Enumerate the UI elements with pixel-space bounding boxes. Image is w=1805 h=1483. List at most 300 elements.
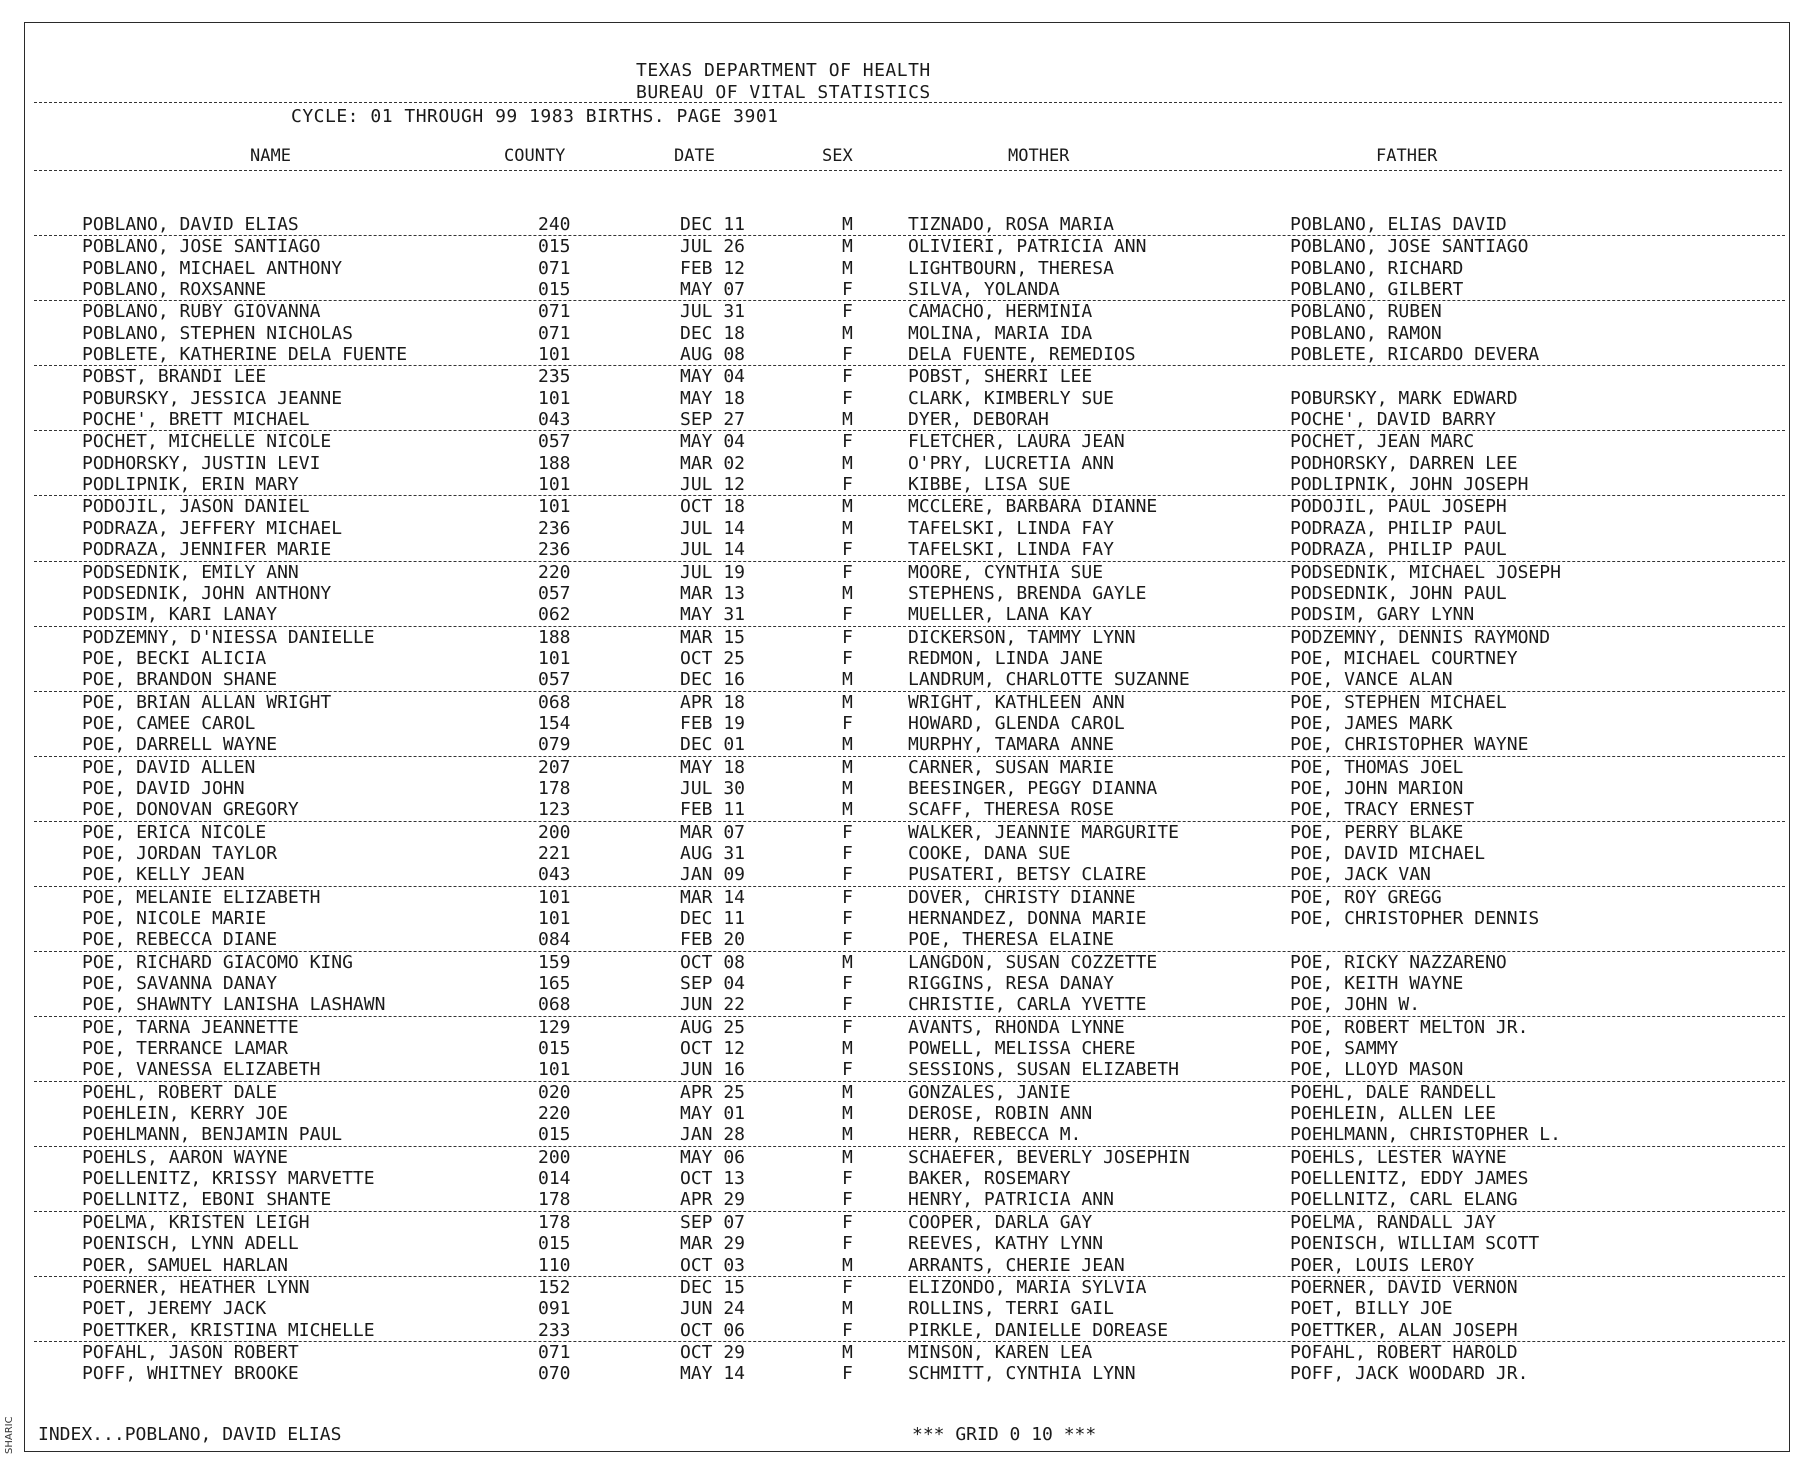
cell-mother: RIGGINS, RESA DANAY: [908, 973, 1114, 995]
cell-date: JUL 14: [680, 517, 746, 539]
cell-father: POE, DAVID MICHAEL: [1290, 842, 1486, 864]
cell-father: POE, KEITH WAYNE: [1290, 973, 1464, 995]
cell-mother: BAKER, ROSEMARY: [908, 1168, 1071, 1190]
cell-mother: SESSIONS, SUSAN ELIZABETH: [908, 1059, 1179, 1081]
cell-father: POBLANO, ELIAS DAVID: [1290, 214, 1507, 235]
table-row: [34, 344, 1785, 366]
table-row: [0, 236, 1805, 257]
cell-father: POFF, JACK WOODARD JR.: [1290, 1363, 1529, 1385]
table-row: [34, 994, 1785, 1016]
cell-county: 101: [538, 474, 571, 496]
cell-mother: DOVER, CHRISTY DIANNE: [908, 886, 1136, 908]
cell-sex: M: [842, 1298, 853, 1320]
cell-mother: MURPHY, TAMARA ANNE: [908, 734, 1114, 756]
cell-father: POE, JOHN W.: [1290, 994, 1421, 1016]
cell-mother: DELA FUENTE, REMEDIOS: [908, 344, 1136, 366]
cell-county: 071: [538, 257, 571, 279]
cell-sex: F: [842, 1059, 853, 1081]
cell-sex: M: [842, 1103, 853, 1125]
table-row: [0, 1147, 1805, 1168]
cell-father: POE, PERRY BLAKE: [1290, 821, 1464, 843]
cell-date: DEC 11: [680, 908, 746, 929]
cell-county: 178: [538, 777, 571, 799]
cell-county: 068: [538, 691, 571, 713]
cell-father: POE, VANCE ALAN: [1290, 669, 1453, 691]
cell-sex: M: [842, 1341, 853, 1363]
cell-mother: LANDRUM, CHARLOTTE SUZANNE: [908, 669, 1190, 691]
cell-date: JAN 09: [680, 864, 746, 886]
cell-sex: F: [842, 1276, 853, 1298]
table-row: [0, 1363, 1805, 1384]
cell-date: AUG 31: [680, 842, 746, 864]
cell-father: PODHORSKY, DARREN LEE: [1290, 452, 1518, 474]
cell-county: 152: [538, 1276, 571, 1298]
cell-date: DEC 18: [680, 322, 746, 344]
cell-county: 221: [538, 842, 571, 864]
cell-father: POE, RICKY NAZZARENO: [1290, 951, 1507, 973]
cell-name: POBLANO, STEPHEN NICHOLAS: [82, 322, 353, 344]
cell-county: 101: [538, 387, 571, 409]
cell-date: SEP 27: [680, 409, 746, 431]
cell-father: PODOJIL, PAUL JOSEPH: [1290, 496, 1507, 518]
cell-sex: F: [842, 712, 853, 734]
cell-father: POETTKER, ALAN JOSEPH: [1290, 1319, 1518, 1341]
cell-mother: MINSON, KAREN LEA: [908, 1341, 1093, 1363]
cell-name: PODHORSKY, JUSTIN LEVI: [82, 452, 321, 474]
cell-father: POBLANO, GILBERT: [1290, 279, 1464, 301]
table-row: [34, 1059, 1785, 1081]
cell-mother: GONZALES, JANIE: [908, 1081, 1071, 1103]
cell-mother: TAFELSKI, LINDA FAY: [908, 539, 1114, 561]
cell-county: 220: [538, 561, 571, 583]
cell-county: 057: [538, 669, 571, 691]
cell-county: 101: [538, 908, 571, 929]
table-row: [34, 1124, 1785, 1146]
cell-date: SEP 07: [680, 1211, 746, 1233]
cell-mother: DEROSE, ROBIN ANN: [908, 1103, 1093, 1125]
cell-name: PODRAZA, JENNIFER MARIE: [82, 539, 332, 561]
table-row: [0, 388, 1805, 409]
table-row: [34, 539, 1785, 561]
table-row: [34, 279, 1785, 301]
cell-date: MAR 29: [680, 1233, 746, 1255]
cell-date: DEC 15: [680, 1276, 746, 1298]
cell-mother: HENRY, PATRICIA ANN: [908, 1189, 1114, 1211]
table-row: [34, 214, 1785, 236]
cell-county: 057: [538, 431, 571, 453]
cell-mother: MCCLERE, BARBARA DIANNE: [908, 496, 1158, 518]
cell-county: 101: [538, 344, 571, 366]
cell-county: 020: [538, 1081, 571, 1103]
cell-sex: M: [842, 777, 853, 799]
cell-father: PODZEMNY, DENNIS RAYMOND: [1290, 626, 1551, 648]
table-row: [34, 1320, 1785, 1342]
cell-county: 101: [538, 647, 571, 669]
cell-sex: M: [842, 951, 853, 973]
cell-name: POE, NICOLE MARIE: [82, 908, 267, 929]
cell-name: POFAHL, JASON ROBERT: [82, 1341, 299, 1363]
cell-name: POE, SAVANNA DANAY: [82, 973, 278, 995]
cell-father: POBLETE, RICARDO DEVERA: [1290, 344, 1540, 366]
cell-name: POET, JEREMY JACK: [82, 1298, 267, 1320]
cell-sex: F: [842, 279, 853, 301]
cell-name: POBLETE, KATHERINE DELA FUENTE: [82, 344, 408, 366]
table-row: [0, 1082, 1805, 1103]
cell-county: 101: [538, 1059, 571, 1081]
cell-name: POE, DARRELL WAYNE: [82, 734, 278, 756]
cell-date: MAR 07: [680, 821, 746, 843]
cell-mother: HERNANDEZ, DONNA MARIE: [908, 908, 1147, 929]
cell-mother: SCAFF, THERESA ROSE: [908, 799, 1114, 821]
cell-mother: SCHMITT, CYNTHIA LYNN: [908, 1363, 1136, 1385]
cell-sex: M: [842, 452, 853, 474]
cell-mother: MOLINA, MARIA IDA: [908, 322, 1093, 344]
divider: [34, 102, 1782, 103]
cell-mother: KIBBE, LISA SUE: [908, 474, 1071, 496]
table-row: [0, 366, 1805, 387]
cell-father: POE, MICHAEL COURTNEY: [1290, 647, 1518, 669]
cell-sex: F: [842, 604, 853, 626]
cell-name: PODSEDNIK, JOHN ANTHONY: [82, 582, 332, 604]
cell-date: FEB 20: [680, 929, 746, 951]
cell-county: 071: [538, 322, 571, 344]
cell-name: POBLANO, MICHAEL ANTHONY: [82, 257, 343, 279]
cell-name: POE, MELANIE ELIZABETH: [82, 886, 321, 908]
records-table: [0, 214, 1805, 1385]
cell-father: POEHL, DALE RANDELL: [1290, 1081, 1496, 1103]
cell-mother: OLIVIERI, PATRICIA ANN: [908, 236, 1147, 258]
cell-father: PODRAZA, PHILIP PAUL: [1290, 539, 1507, 561]
cell-county: 178: [538, 1189, 571, 1211]
cell-date: MAR 13: [680, 582, 746, 604]
cell-name: POE, REBECCA DIANE: [82, 929, 278, 951]
cell-mother: SILVA, YOLANDA: [908, 279, 1060, 301]
cell-name: POEHLEIN, KERRY JOE: [82, 1103, 288, 1125]
cell-mother: CLARK, KIMBERLY SUE: [908, 387, 1114, 409]
table-row: [0, 1342, 1805, 1363]
cell-father: POERNER, DAVID VERNON: [1290, 1276, 1518, 1298]
cell-county: 200: [538, 821, 571, 843]
cell-mother: HOWARD, GLENDA CAROL: [908, 712, 1125, 734]
table-row: [34, 799, 1785, 821]
cell-county: 071: [538, 301, 571, 323]
cell-father: PODSIM, GARY LYNN: [1290, 604, 1475, 626]
cell-sex: M: [842, 734, 853, 756]
cell-date: FEB 19: [680, 712, 746, 734]
cell-father: POELMA, RANDALL JAY: [1290, 1211, 1496, 1233]
cell-date: MAY 04: [680, 431, 746, 453]
cell-county: 015: [538, 236, 571, 258]
cell-name: POELLNITZ, EBONI SHANTE: [82, 1189, 332, 1211]
cell-date: OCT 03: [680, 1254, 746, 1276]
cell-father: POCHET, JEAN MARC: [1290, 431, 1475, 453]
cell-mother: ROLLINS, TERRI GAIL: [908, 1298, 1114, 1320]
table-row: [0, 518, 1805, 539]
cell-sex: F: [842, 1363, 853, 1385]
table-row: [0, 952, 1805, 973]
cell-father: POE, LLOYD MASON: [1290, 1059, 1464, 1081]
cell-father: POEHLMANN, CHRISTOPHER L.: [1290, 1124, 1561, 1146]
cell-mother: STEPHENS, BRENDA GAYLE: [908, 582, 1147, 604]
cell-name: POEHLS, AARON WAYNE: [82, 1146, 288, 1168]
cell-county: 178: [538, 1211, 571, 1233]
cell-mother: WALKER, JEANNIE MARGURITE: [908, 821, 1179, 843]
cell-name: PODSEDNIK, EMILY ANN: [82, 561, 299, 583]
cell-father: POELLNITZ, CARL ELANG: [1290, 1189, 1518, 1211]
cell-name: POE, KELLY JEAN: [82, 864, 245, 886]
cell-sex: F: [842, 1211, 853, 1233]
cell-father: POBLANO, RUBEN: [1290, 301, 1442, 323]
table-row: [0, 1103, 1805, 1124]
cell-county: 101: [538, 886, 571, 908]
cell-county: 188: [538, 452, 571, 474]
column-header-sex: SEX: [822, 146, 853, 166]
table-row: [34, 1255, 1785, 1277]
cell-date: JUL 12: [680, 474, 746, 496]
table-row: [0, 713, 1805, 734]
cell-mother: COOKE, DANA SUE: [908, 842, 1071, 864]
cell-date: MAY 31: [680, 604, 746, 626]
table-row: [34, 669, 1785, 691]
cell-father: POE, ROBERT MELTON JR.: [1290, 1016, 1529, 1038]
cell-name: POCHE', BRETT MICHAEL: [82, 409, 310, 431]
cell-mother: TAFELSKI, LINDA FAY: [908, 517, 1114, 539]
cell-name: POBLANO, JOSE SANTIAGO: [82, 236, 321, 258]
cell-county: 057: [538, 582, 571, 604]
cell-sex: M: [842, 236, 853, 258]
cell-name: POE, BRIAN ALLAN WRIGHT: [82, 691, 332, 713]
cell-mother: AVANTS, RHONDA LYNNE: [908, 1016, 1125, 1038]
cell-sex: F: [842, 344, 853, 366]
cell-sex: F: [842, 626, 853, 648]
cell-date: JUL 31: [680, 301, 746, 323]
cell-county: 207: [538, 756, 571, 778]
cell-county: 015: [538, 1038, 571, 1060]
cell-name: POE, BRANDON SHANE: [82, 669, 278, 691]
cell-county: 101: [538, 496, 571, 518]
cell-name: POBST, BRANDI LEE: [82, 366, 267, 388]
table-row: [0, 843, 1805, 864]
cell-mother: SCHAEFER, BEVERLY JOSEPHIN: [908, 1146, 1190, 1168]
cell-county: 129: [538, 1016, 571, 1038]
cell-county: 235: [538, 366, 571, 388]
cell-father: POCHE', DAVID BARRY: [1290, 409, 1496, 431]
cell-county: 236: [538, 517, 571, 539]
cell-sex: M: [842, 582, 853, 604]
cell-sex: M: [842, 1254, 853, 1276]
cell-name: POE, TERRANCE LAMAR: [82, 1038, 288, 1060]
cell-name: POCHET, MICHELLE NICOLE: [82, 431, 332, 453]
cell-sex: F: [842, 474, 853, 496]
cell-name: POEHLMANN, BENJAMIN PAUL: [82, 1124, 343, 1146]
cell-date: OCT 25: [680, 647, 746, 669]
cell-mother: MUELLER, LANA KAY: [908, 604, 1093, 626]
cell-father: POBLANO, JOSE SANTIAGO: [1290, 236, 1529, 258]
cell-mother: CARNER, SUSAN MARIE: [908, 756, 1114, 778]
cell-mother: PIRKLE, DANIELLE DOREASE: [908, 1319, 1169, 1341]
cell-county: 220: [538, 1103, 571, 1125]
cell-father: POE, ROY GREGG: [1290, 886, 1442, 908]
cell-date: FEB 12: [680, 257, 746, 279]
cell-name: PODOJIL, JASON DANIEL: [82, 496, 310, 518]
cell-county: 015: [538, 279, 571, 301]
cell-sex: F: [842, 1319, 853, 1341]
cell-sex: M: [842, 1081, 853, 1103]
cell-name: POE, RICHARD GIACOMO KING: [82, 951, 353, 973]
cell-name: POELMA, KRISTEN LEIGH: [82, 1211, 310, 1233]
cell-sex: M: [842, 257, 853, 279]
cell-sex: M: [842, 214, 853, 235]
cell-county: 014: [538, 1168, 571, 1190]
column-header-father: FATHER: [1376, 146, 1438, 166]
title-line-2: BUREAU OF VITAL STATISTICS: [636, 82, 931, 103]
cell-date: OCT 13: [680, 1168, 746, 1190]
cell-date: MAY 18: [680, 756, 746, 778]
column-header-name: NAME: [250, 146, 291, 166]
table-row: [0, 822, 1805, 843]
cell-mother: LANGDON, SUSAN COZZETTE: [908, 951, 1158, 973]
cell-name: POENISCH, LYNN ADELL: [82, 1233, 299, 1255]
cell-sex: F: [842, 886, 853, 908]
table-row: [34, 929, 1785, 951]
table-row: [0, 1298, 1805, 1319]
cell-name: POER, SAMUEL HARLAN: [82, 1254, 288, 1276]
table-row: [0, 323, 1805, 344]
cell-date: AUG 25: [680, 1016, 746, 1038]
table-row: [34, 734, 1785, 756]
cell-mother: DICKERSON, TAMMY LYNN: [908, 626, 1136, 648]
cell-father: POELLENITZ, EDDY JAMES: [1290, 1168, 1529, 1190]
column-header-county: COUNTY: [504, 146, 566, 166]
cell-mother: COOPER, DARLA GAY: [908, 1211, 1093, 1233]
cell-mother: HERR, REBECCA M.: [908, 1124, 1082, 1146]
cell-county: 233: [538, 1319, 571, 1341]
cell-sex: F: [842, 864, 853, 886]
cell-sex: M: [842, 669, 853, 691]
cell-mother: REEVES, KATHY LYNN: [908, 1233, 1104, 1255]
cell-name: PODRAZA, JEFFERY MICHAEL: [82, 517, 343, 539]
cell-county: 070: [538, 1363, 571, 1385]
cell-mother: ARRANTS, CHERIE JEAN: [908, 1254, 1125, 1276]
cell-date: JUN 22: [680, 994, 746, 1016]
cell-date: DEC 16: [680, 669, 746, 691]
cell-father: POE, TRACY ERNEST: [1290, 799, 1475, 821]
cell-sex: F: [842, 539, 853, 561]
cell-mother: DYER, DEBORAH: [908, 409, 1049, 431]
cell-mother: BEESINGER, PEGGY DIANNA: [908, 777, 1158, 799]
table-row: [0, 908, 1805, 929]
cell-father: POEHLS, LESTER WAYNE: [1290, 1146, 1507, 1168]
cell-sex: M: [842, 756, 853, 778]
table-row: [0, 887, 1805, 908]
table-row: [0, 301, 1805, 322]
cell-mother: PUSATERI, BETSY CLAIRE: [908, 864, 1147, 886]
cell-date: APR 18: [680, 691, 746, 713]
cell-sex: M: [842, 799, 853, 821]
cell-mother: O'PRY, LUCRETIA ANN: [908, 452, 1114, 474]
cell-date: OCT 06: [680, 1319, 746, 1341]
table-row: [0, 1038, 1805, 1059]
cycle-line: CYCLE: 01 THROUGH 99 1983 BIRTHS. PAGE 3901: [291, 106, 779, 127]
cell-father: PODLIPNIK, JOHN JOSEPH: [1290, 474, 1529, 496]
cell-date: MAY 06: [680, 1146, 746, 1168]
cell-name: PODLIPNIK, ERIN MARY: [82, 474, 299, 496]
cell-sex: F: [842, 366, 853, 388]
cell-county: 110: [538, 1254, 571, 1276]
table-row: [0, 973, 1805, 994]
cell-name: PODSIM, KARI LANAY: [82, 604, 278, 626]
cell-date: APR 25: [680, 1081, 746, 1103]
table-row: [0, 583, 1805, 604]
cell-father: POER, LOUIS LEROY: [1290, 1254, 1475, 1276]
cell-date: OCT 12: [680, 1038, 746, 1060]
cell-father: PODRAZA, PHILIP PAUL: [1290, 517, 1507, 539]
table-row: [34, 1189, 1785, 1211]
cell-date: MAY 01: [680, 1103, 746, 1125]
cell-name: POEHL, ROBERT DALE: [82, 1081, 278, 1103]
footer-index: INDEX...POBLANO, DAVID ELIAS: [38, 1424, 342, 1445]
table-row: [0, 1277, 1805, 1298]
cell-name: POE, JORDAN TAYLOR: [82, 842, 278, 864]
cell-county: 188: [538, 626, 571, 648]
table-row: [0, 562, 1805, 583]
cell-mother: FLETCHER, LAURA JEAN: [908, 431, 1125, 453]
cell-date: JAN 28: [680, 1124, 746, 1146]
cell-sex: F: [842, 929, 853, 951]
cell-sex: F: [842, 1233, 853, 1255]
cell-county: 240: [538, 214, 571, 235]
cell-sex: F: [842, 431, 853, 453]
cell-county: 043: [538, 864, 571, 886]
cell-date: JUN 24: [680, 1298, 746, 1320]
cell-date: DEC 01: [680, 734, 746, 756]
cell-name: POBLANO, RUBY GIOVANNA: [82, 301, 321, 323]
table-row: [0, 496, 1805, 517]
cell-date: JUL 26: [680, 236, 746, 258]
cell-name: POBLANO, DAVID ELIAS: [82, 214, 299, 235]
footer-grid: *** GRID 0 10 ***: [912, 1424, 1097, 1445]
cell-name: PODZEMNY, D'NIESSA DANIELLE: [82, 626, 375, 648]
cell-sex: F: [842, 973, 853, 995]
cell-county: 154: [538, 712, 571, 734]
cell-date: JUL 30: [680, 777, 746, 799]
cell-county: 068: [538, 994, 571, 1016]
cell-name: POE, BECKI ALICIA: [82, 647, 267, 669]
cell-sex: M: [842, 409, 853, 431]
cell-name: POE, ERICA NICOLE: [82, 821, 267, 843]
cell-name: POE, DONOVAN GREGORY: [82, 799, 299, 821]
cell-county: 159: [538, 951, 571, 973]
cell-name: POFF, WHITNEY BROOKE: [82, 1363, 299, 1385]
cell-name: POETTKER, KRISTINA MICHELLE: [82, 1319, 375, 1341]
cell-father: POBURSKY, MARK EDWARD: [1290, 387, 1518, 409]
cell-sex: M: [842, 691, 853, 713]
cell-father: POBLANO, RICHARD: [1290, 257, 1464, 279]
cell-father: PODSEDNIK, JOHN PAUL: [1290, 582, 1507, 604]
cell-mother: WRIGHT, KATHLEEN ANN: [908, 691, 1125, 713]
cell-sex: F: [842, 908, 853, 929]
cell-sex: F: [842, 994, 853, 1016]
cell-father: POE, SAMMY: [1290, 1038, 1399, 1060]
cell-date: JUL 19: [680, 561, 746, 583]
cell-sex: F: [842, 561, 853, 583]
table-row: [0, 453, 1805, 474]
cell-father: POE, CHRISTOPHER DENNIS: [1290, 908, 1540, 929]
table-row: [0, 778, 1805, 799]
cell-date: OCT 29: [680, 1341, 746, 1363]
cell-father: POFAHL, ROBERT HAROLD: [1290, 1341, 1518, 1363]
cell-mother: ELIZONDO, MARIA SYLVIA: [908, 1276, 1147, 1298]
